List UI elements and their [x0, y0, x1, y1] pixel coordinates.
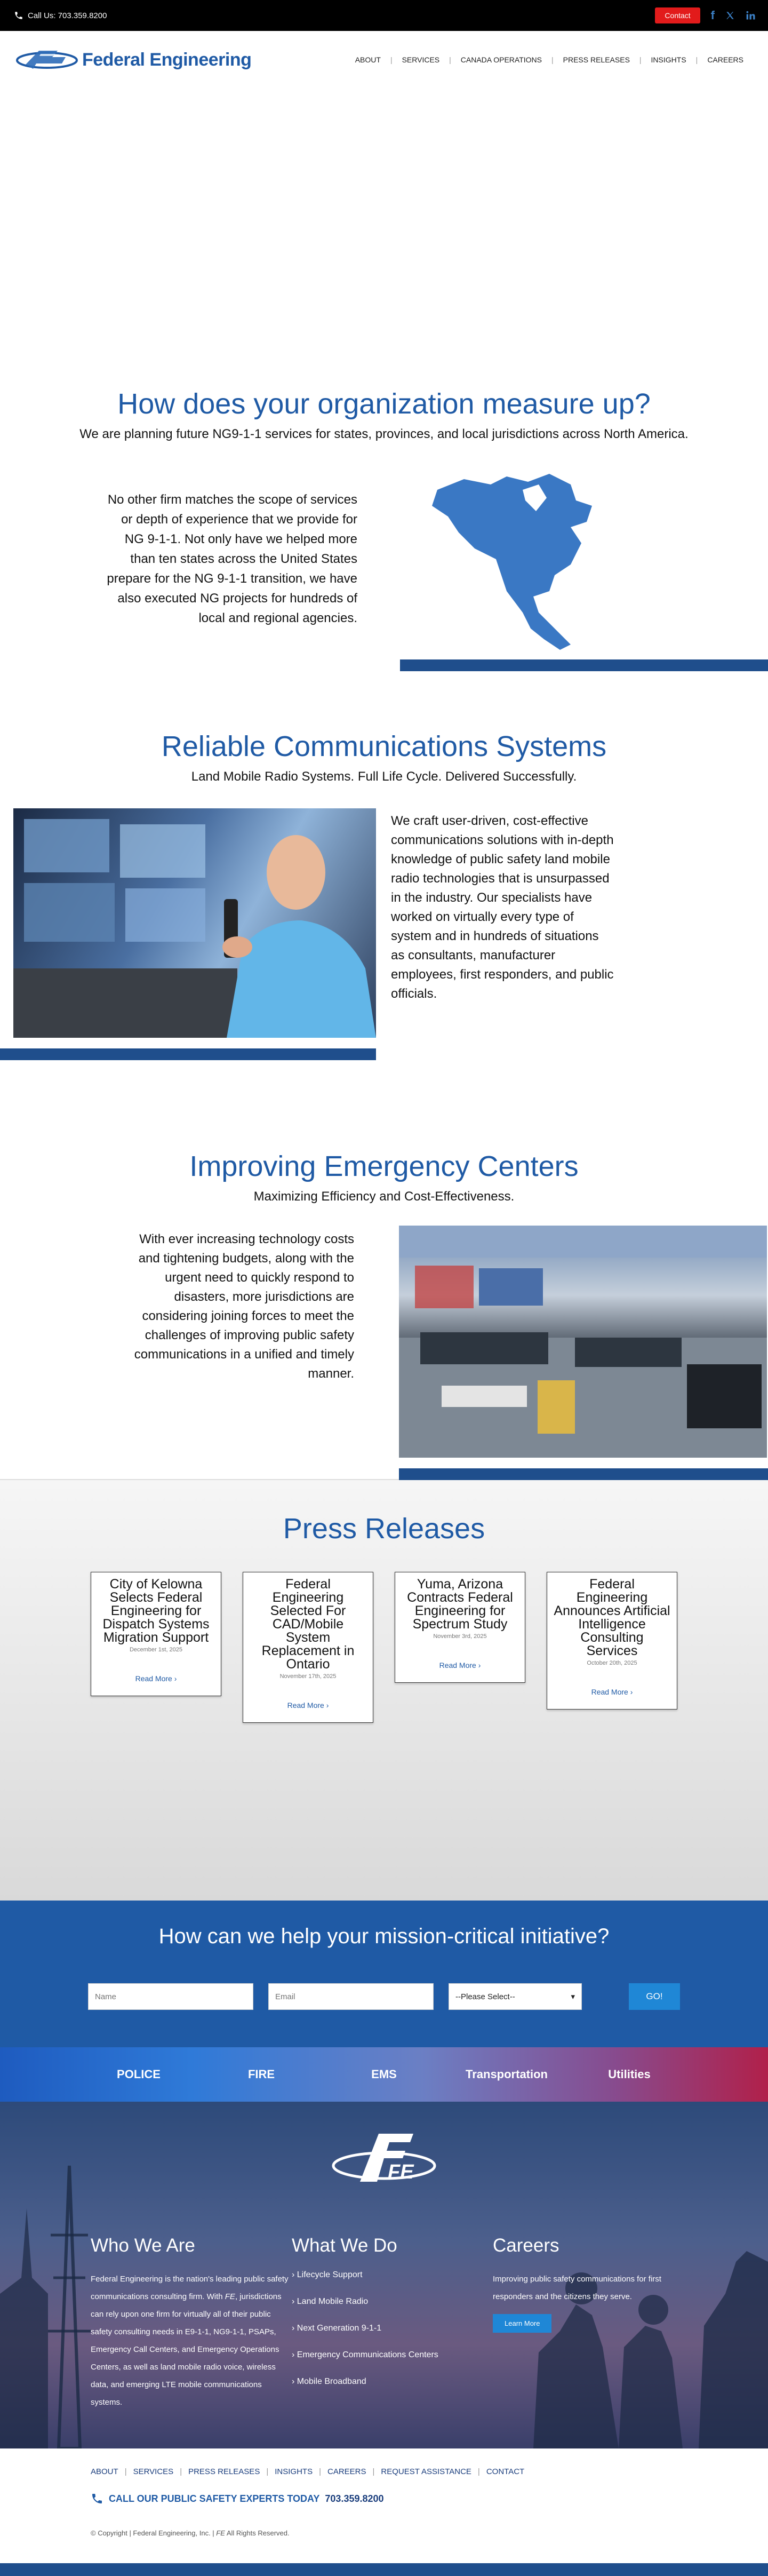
press-card[interactable]	[547, 1572, 677, 1710]
what-item-label: Emergency Communications Centers	[297, 2350, 438, 2359]
press-card-title[interactable]: Yuma, Arizona Contracts Federal Engineering for Spectrum Study	[407, 1577, 513, 1632]
fe-logo-icon	[15, 41, 79, 78]
careers-title: Careers	[493, 2235, 559, 2256]
phone-icon	[14, 11, 23, 20]
contact-form	[0, 1983, 768, 2010]
footer-nav-careers[interactable]: CAREERS	[327, 2467, 366, 2476]
read-more-label: Read More	[439, 1661, 476, 1669]
category-strip	[0, 2047, 768, 2102]
what-item-broadband[interactable]: › Mobile Broadband	[292, 2377, 366, 2386]
accent-bar	[400, 659, 768, 671]
chevron-right-icon: ›	[174, 1674, 177, 1683]
topic-select-value: --Please Select--	[455, 1992, 515, 2001]
category-fire[interactable]: FIRE	[247, 2068, 275, 2081]
x-twitter-icon[interactable]	[725, 11, 735, 20]
who-fe-italic: FE	[225, 2292, 235, 2301]
measure-up-section	[0, 387, 768, 693]
call-experts[interactable]	[91, 2492, 677, 2505]
help-form-section	[0, 1901, 768, 2047]
what-item-ecc[interactable]: › Emergency Communications Centers	[292, 2350, 438, 2359]
measure-body: No other firm matches the scope of services or depth of experience that we provide for NG 9-1-1. Not only have we helped more than ten states across the United States prepare for the NG 9-1-1 transition, we have also executed NG projects for hundreds of local and regional agencies.	[107, 492, 357, 625]
who-we-are-column	[91, 2235, 292, 2411]
hero-area	[0, 89, 768, 387]
emergency-subtitle: Maximizing Efficiency and Cost-Effectiveness.	[253, 1189, 515, 1204]
what-item-label: Lifecycle Support	[297, 2270, 363, 2279]
what-item-lifecycle[interactable]: › Lifecycle Support	[292, 2270, 363, 2279]
what-item-label: Mobile Broadband	[297, 2377, 366, 2386]
chevron-right-icon: ›	[326, 1701, 329, 1710]
dispatch-center-photo	[399, 1226, 767, 1458]
call-experts-number: 703.359.8200	[325, 2493, 384, 2504]
chevron-right-icon: ›	[630, 1688, 633, 1696]
fe-footer-logo	[328, 2123, 440, 2200]
footer-nav-about[interactable]: ABOUT	[91, 2467, 118, 2476]
category-utilities[interactable]: Utilities	[608, 2068, 651, 2081]
email-input[interactable]	[268, 1983, 434, 2010]
nav-canada-operations[interactable]: CANADA OPERATIONS	[460, 55, 542, 64]
what-item-ng911[interactable]: › Next Generation 9-1-1	[292, 2324, 382, 2333]
measure-title: How does your organization measure up?	[117, 388, 651, 420]
copyright-fe: FE	[216, 2529, 225, 2537]
press-card-title[interactable]: Federal Engineering Announces Artificial Intelligence Consulting Services	[554, 1577, 670, 1658]
read-more-label: Read More	[135, 1674, 172, 1683]
copyright-pre: © Copyright | Federal Engineering, Inc. |	[91, 2529, 214, 2537]
nav-insights[interactable]: INSIGHTS	[651, 55, 686, 64]
phone-icon	[91, 2492, 103, 2505]
press-card-date: October 20th, 2025	[587, 1660, 637, 1666]
what-item-label: Land Mobile Radio	[297, 2297, 369, 2306]
what-title: What We Do	[292, 2235, 397, 2256]
nav-about[interactable]: ABOUT	[355, 55, 381, 64]
footer-nav-services[interactable]: SERVICES	[133, 2467, 174, 2476]
careers-column	[493, 2235, 694, 2411]
careers-text: Improving public safety communications for first responders and the citizens they serve.	[493, 2275, 661, 2301]
chevron-right-icon: ›	[478, 1661, 481, 1669]
call-us[interactable]	[14, 11, 107, 20]
footer-nav: ABOUT | SERVICES | PRESS RELEASES | INSIGHTS | CAREERS | REQUEST ASSISTANCE | CONTACT	[91, 2467, 525, 2476]
top-bar	[0, 0, 768, 31]
who-text-1: Federal Engineering is the nation's leading public safety communications consulting firm. With	[91, 2275, 289, 2301]
read-more-label: Read More	[287, 1701, 324, 1710]
read-more-link[interactable]	[402, 1661, 518, 1669]
who-text	[91, 2270, 292, 2411]
accent-bar	[0, 1048, 376, 1060]
reliable-body: We craft user-driven, cost-effective communications solutions with in-depth knowledge of public safety land mobile radio technologies that is unsurpassed in the industry. Our specialists have worked on virtually every type of system and in hundreds of situations as consultants, manufacturer employees, first responders, and public officials.	[391, 814, 614, 1001]
footer-nav-press-releases[interactable]: PRESS RELEASES	[188, 2467, 260, 2476]
press-card-title[interactable]: Federal Engineering Selected For CAD/Mobile System Replacement in Ontario	[261, 1577, 355, 1672]
radio-operator-photo	[13, 808, 376, 1038]
topic-select[interactable]	[449, 1983, 582, 2010]
facebook-icon[interactable]: f	[710, 9, 715, 22]
emergency-centers-section	[0, 1038, 768, 1479]
press-card[interactable]	[91, 1572, 221, 1696]
help-title: How can we help your mission-critical initiative?	[158, 1925, 610, 1948]
category-police[interactable]: POLICE	[117, 2068, 161, 2081]
nav-careers[interactable]: CAREERS	[707, 55, 743, 64]
press-releases-section	[0, 1479, 768, 1901]
who-text-2: , jurisdictions can rely upon one firm for virtually all of their public safety consulting needs in E9-1-1, NG9-1-1, PSAPs, Emergency Call Centers, and Emergency Operations Centers, as well as land mobile radio voice, wireless data, and emerging LTE mobile communications systems.	[91, 2292, 282, 2407]
chevron-down-icon: ▾	[571, 1992, 575, 2001]
site-logo[interactable]	[15, 41, 251, 78]
emergency-title: Improving Emergency Centers	[189, 1150, 579, 1182]
emergency-body: With ever increasing technology costs and tightening budgets, along with the urgent need to quickly respond to disasters, more jurisdictions are considering joining forces to meet the challenges of improving public safety communications in a unified and timely manner.	[134, 1232, 354, 1381]
contact-button[interactable]: Contact	[655, 7, 700, 23]
copyright-post: All Rights Reserved.	[226, 2529, 290, 2537]
press-card[interactable]	[395, 1572, 525, 1683]
nav-press-releases[interactable]: PRESS RELEASES	[563, 55, 630, 64]
press-card[interactable]	[243, 1572, 373, 1723]
press-title: Press Releases	[283, 1513, 485, 1545]
footer-nav-insights[interactable]: INSIGHTS	[275, 2467, 313, 2476]
press-card-date: November 3rd, 2025	[433, 1633, 487, 1640]
copyright	[91, 2529, 677, 2537]
measure-subtitle: We are planning future NG9-1-1 services for states, provinces, and local jurisdictions across North America.	[79, 427, 689, 441]
read-more-link[interactable]	[250, 1701, 366, 1710]
learn-more-button[interactable]: Learn More	[493, 2314, 551, 2333]
call-experts-label: CALL OUR PUBLIC SAFETY EXPERTS TODAY	[109, 2493, 320, 2504]
category-transportation[interactable]: Transportation	[465, 2068, 548, 2081]
what-we-do-column	[292, 2235, 493, 2411]
go-button[interactable]: GO!	[629, 1983, 680, 2010]
footer-nav-request-assistance[interactable]: REQUEST ASSISTANCE	[381, 2467, 471, 2476]
site-header	[0, 31, 768, 89]
footer-bottom	[0, 2448, 768, 2563]
bottom-strip	[0, 2563, 768, 2576]
read-more-link[interactable]	[554, 1688, 670, 1696]
reliable-comm-section	[0, 693, 768, 1038]
read-more-label: Read More	[591, 1688, 628, 1696]
press-card-date: November 17th, 2025	[279, 1673, 337, 1680]
fe-mark-text: FE	[388, 2161, 414, 2183]
what-item-lmr[interactable]: › Land Mobile Radio	[292, 2297, 369, 2306]
north-america-map-icon	[416, 468, 651, 655]
name-input[interactable]	[88, 1983, 253, 2010]
accent-bar	[399, 1468, 768, 1480]
who-title: Who We Are	[91, 2235, 195, 2256]
nav-services[interactable]: SERVICES	[402, 55, 440, 64]
logo-text: Federal Engineering	[82, 49, 252, 70]
main-nav: ABOUT | SERVICES | CANADA OPERATIONS | PRESS RELEASES | INSIGHTS | CAREERS	[346, 55, 753, 64]
press-card-title[interactable]: City of Kelowna Selects Federal Engineering for Dispatch Systems Migration Support	[102, 1577, 210, 1645]
footer-main	[0, 2102, 768, 2448]
linkedin-icon[interactable]	[746, 10, 756, 21]
read-more-link[interactable]	[98, 1674, 214, 1683]
footer-nav-contact[interactable]: CONTACT	[486, 2467, 525, 2476]
reliable-title: Reliable Communications Systems	[161, 730, 607, 762]
category-ems[interactable]: EMS	[371, 2068, 397, 2081]
call-us-text: Call Us: 703.359.8200	[28, 11, 107, 20]
reliable-subtitle: Land Mobile Radio Systems. Full Life Cycle. Delivered Successfully.	[191, 769, 577, 784]
what-item-label: Next Generation 9-1-1	[297, 2324, 382, 2333]
press-card-date: December 1st, 2025	[129, 1647, 183, 1653]
